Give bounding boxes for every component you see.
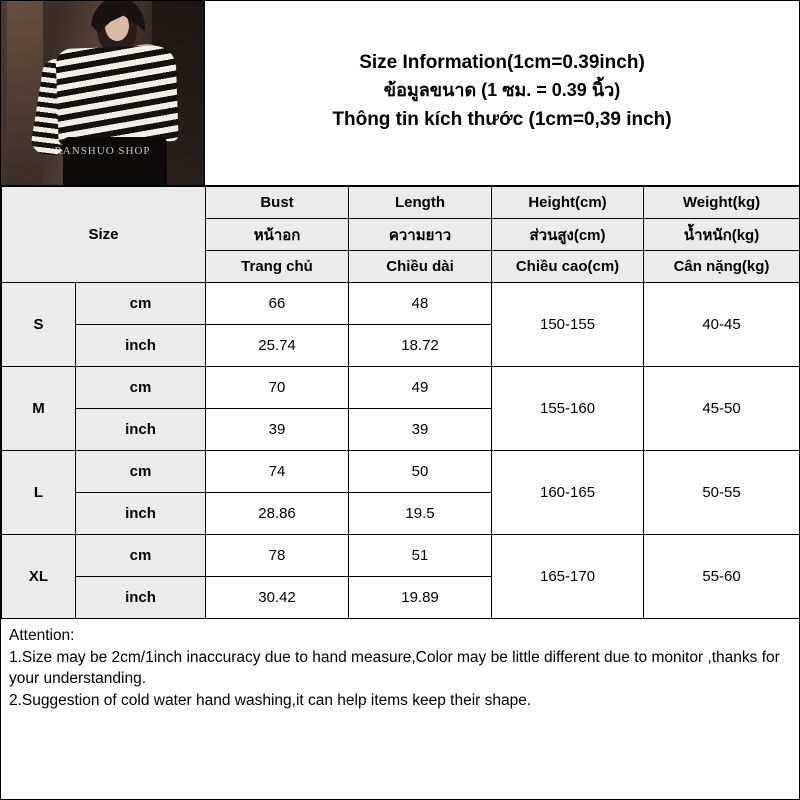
- striped-top: [55, 45, 178, 145]
- xl-bust-cm: 78: [206, 535, 349, 577]
- col-length-en: Length: [349, 187, 492, 219]
- header-row-english: [2, 187, 800, 219]
- l-length-inch: 19.5: [349, 493, 492, 535]
- s-length-inch: 18.72: [349, 325, 492, 367]
- l-weight: 50-55: [644, 451, 800, 535]
- photo-door-left: [7, 1, 43, 185]
- attention-block: [1, 619, 799, 720]
- product-photo: [1, 1, 205, 185]
- title-english: Size Information(1cm=0.39inch): [359, 51, 645, 73]
- unit-inch: inch: [76, 325, 206, 367]
- col-height-th: ส่วนสูง(cm): [492, 219, 644, 251]
- col-length-th: ความยาว: [349, 219, 492, 251]
- col-bust-en: Bust: [206, 187, 349, 219]
- col-bust-th: หน้าอก: [206, 219, 349, 251]
- l-bust-cm: 74: [206, 451, 349, 493]
- title-thai: ข้อมูลขนาด (1 ซม. = 0.39 นิ้ว): [383, 80, 621, 101]
- row-size-l: L: [2, 451, 76, 535]
- l-height: 160-165: [492, 451, 644, 535]
- table-row: [2, 367, 800, 409]
- xl-length-inch: 19.89: [349, 577, 492, 619]
- l-length-cm: 50: [349, 451, 492, 493]
- row-size-xl: XL: [2, 535, 76, 619]
- xl-bust-inch: 30.42: [206, 577, 349, 619]
- title-vietnamese: Thông tin kích thước (1cm=0,39 inch): [332, 108, 672, 130]
- attention-line-1: 1.Size may be 2cm/1inch inaccuracy due to hand measure,Color may be little different due to monitor ,thanks for your understanding.: [9, 648, 780, 688]
- m-length-cm: 49: [349, 367, 492, 409]
- unit-inch: inch: [76, 409, 206, 451]
- s-bust-inch: 25.74: [206, 325, 349, 367]
- header-area: [1, 1, 799, 186]
- row-size-s: S: [2, 283, 76, 367]
- shop-watermark: RANSHUO SHOP: [54, 145, 151, 157]
- unit-cm: cm: [76, 283, 206, 325]
- unit-cm: cm: [76, 367, 206, 409]
- xl-height: 165-170: [492, 535, 644, 619]
- col-weight-en: Weight(kg): [644, 187, 800, 219]
- unit-inch: inch: [76, 493, 206, 535]
- unit-cm: cm: [76, 451, 206, 493]
- row-size-m: M: [2, 367, 76, 451]
- s-bust-cm: 66: [206, 283, 349, 325]
- table-row: [2, 535, 800, 577]
- col-bust-vi: Trang chủ: [206, 251, 349, 283]
- col-height-vi: Chiều cao(cm): [492, 251, 644, 283]
- s-height: 150-155: [492, 283, 644, 367]
- unit-cm: cm: [76, 535, 206, 577]
- size-table: [1, 186, 800, 619]
- col-weight-th: น้ำหนัก(kg): [644, 219, 800, 251]
- table-row: [2, 451, 800, 493]
- m-length-inch: 39: [349, 409, 492, 451]
- xl-length-cm: 51: [349, 535, 492, 577]
- m-height: 155-160: [492, 367, 644, 451]
- col-length-vi: Chiều dài: [349, 251, 492, 283]
- table-row: [2, 283, 800, 325]
- col-weight-vi: Cân nặng(kg): [644, 251, 800, 283]
- m-weight: 45-50: [644, 367, 800, 451]
- col-height-en: Height(cm): [492, 187, 644, 219]
- l-bust-inch: 28.86: [206, 493, 349, 535]
- m-bust-cm: 70: [206, 367, 349, 409]
- unit-inch: inch: [76, 577, 206, 619]
- m-bust-inch: 39: [206, 409, 349, 451]
- attention-line-2: 2.Suggestion of cold water hand washing,it can help items keep their shape.: [9, 692, 532, 710]
- s-weight: 40-45: [644, 283, 800, 367]
- xl-weight: 55-60: [644, 535, 800, 619]
- title-block: [205, 1, 799, 185]
- s-length-cm: 48: [349, 283, 492, 325]
- size-header-cell: Size: [2, 187, 206, 283]
- attention-heading: Attention:: [9, 627, 75, 644]
